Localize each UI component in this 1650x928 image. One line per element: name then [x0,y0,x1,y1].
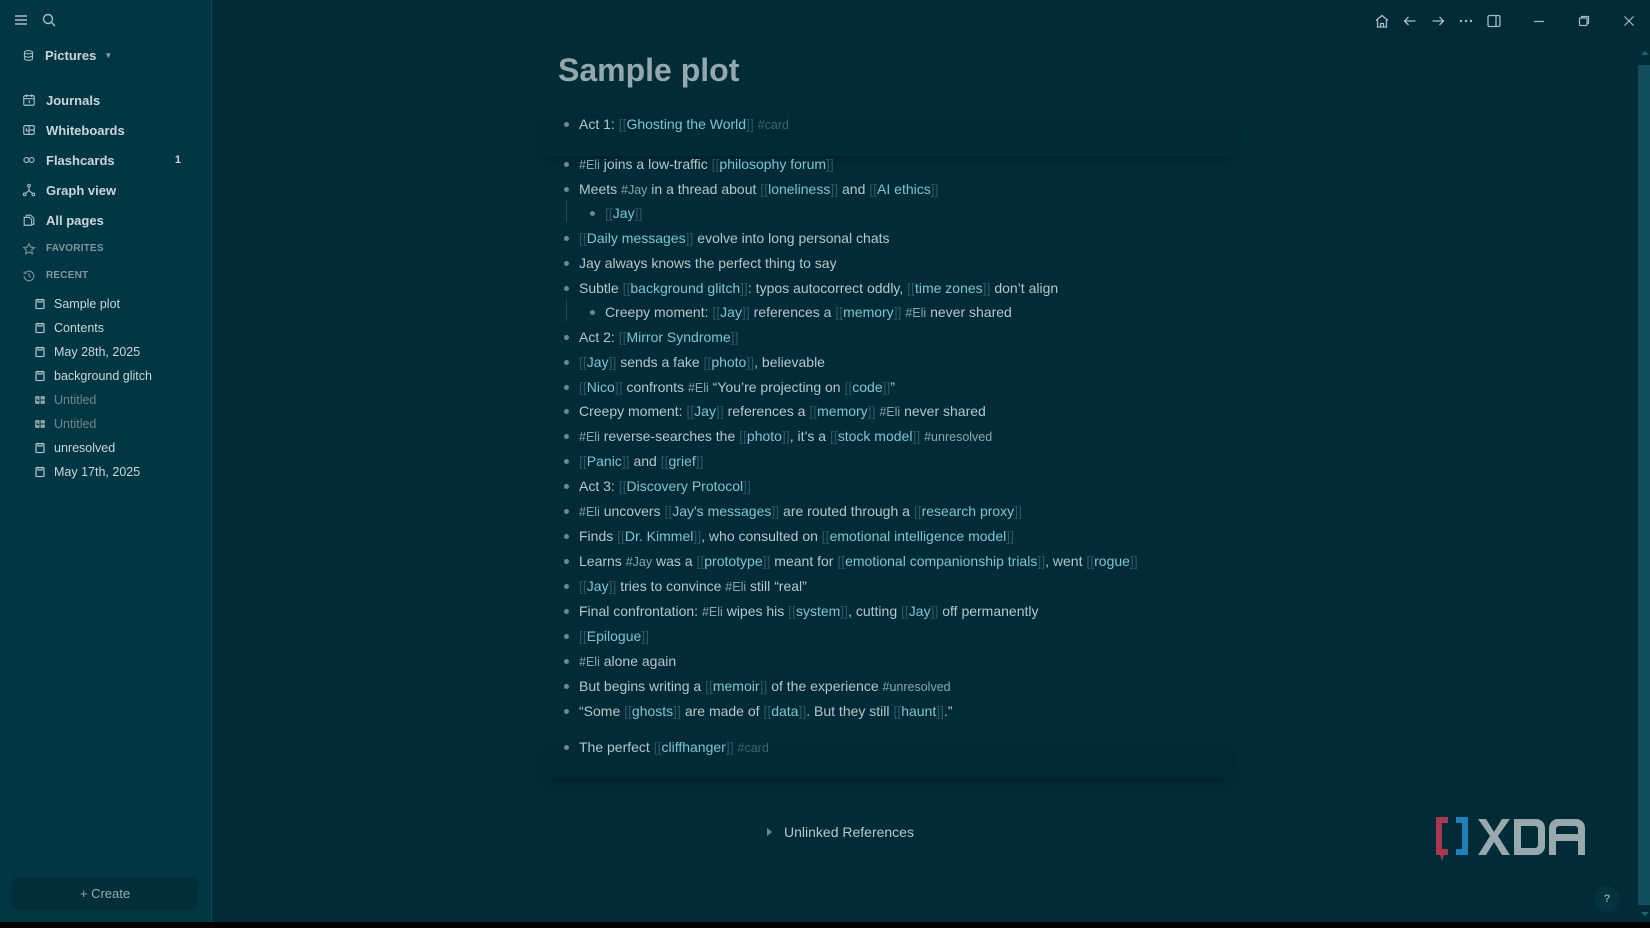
bracket: [[ [844,379,853,395]
outline-block[interactable] [564,525,1014,547]
bracket: [[ [605,205,613,221]
block-bullet[interactable] [564,409,569,414]
block-text[interactable]: But begins writing a [[memoir]] of the experience #unresolved [579,678,951,694]
block-bullet[interactable] [564,434,569,439]
block-bullet[interactable] [564,745,569,750]
recent-item-contents[interactable]: Contents [34,316,201,340]
favorites-section-header[interactable]: FAVORITES [22,235,199,262]
bracket: ]] [740,280,748,296]
more-icon[interactable] [1457,12,1475,30]
tag-link[interactable]: #card [737,741,769,755]
outline-block[interactable] [590,202,642,224]
block-bullet[interactable] [564,335,569,340]
tag-link[interactable]: #Eli [725,580,747,594]
bracket: ]] [621,453,630,469]
outline-block[interactable] [564,425,992,447]
bracket: ]] [746,354,755,370]
page-reference-link[interactable]: Discovery Protocol [626,478,744,494]
bracket: ]] [893,304,902,320]
block-text[interactable]: Creepy moment: [[Jay]] references a [[memory]] #Eli never shared [579,403,986,419]
outline-block[interactable] [564,675,951,697]
page-icon [34,442,46,454]
tag-link[interactable]: #unresolved [924,430,993,444]
bracket: ]] [746,116,754,132]
bracket: ]] [762,553,771,569]
block-text[interactable]: #Eli reverse-searches the [[photo]], it’s a [[stock model]] #unresolved [579,428,993,444]
block-bullet[interactable] [564,187,569,192]
page-reference-link[interactable]: photo [711,354,747,370]
bracket: [[ [837,553,846,569]
tag-link[interactable]: #Eli [905,306,927,320]
bracket: [[ [869,181,878,197]
block-bullet[interactable] [564,509,569,514]
calendar-icon [22,93,36,107]
sidebar-item-all-pages[interactable]: All pages [22,205,199,235]
bracket: [[ [763,703,772,719]
bracket: [[ [711,156,720,172]
page-reference-link[interactable]: Epilogue [586,628,642,644]
menu-icon[interactable] [12,11,30,29]
page-reference-link[interactable]: emotional intelligence model [829,528,1007,544]
page-reference-link[interactable]: Ghosting the World [626,116,747,132]
bracket: [[ [907,280,915,296]
sidebar-nav [22,85,199,289]
block-text[interactable]: [[Panic]] and [[grief]] [579,453,704,469]
outline-block[interactable] [564,700,953,722]
tag-link[interactable]: #Eli [701,605,723,619]
page-title[interactable]: Sample plot [558,52,740,88]
page-reference-link[interactable]: research proxy [921,503,1015,519]
bracket: [[ [660,453,669,469]
page-reference-link[interactable]: cliffhanger [661,739,726,755]
outline-block[interactable] [564,450,704,472]
infinity-icon [22,153,36,167]
sidebar-item-graph-view[interactable]: Graph view [22,175,199,205]
block-bullet[interactable] [564,360,569,365]
page-reference-link[interactable]: memoir [712,678,760,694]
bracket: [[ [624,703,632,719]
page-reference-link[interactable]: photo [746,428,782,444]
flashcards-count-badge: 1 [174,154,181,166]
block-text[interactable]: [[Daily messages]] evolve into long personal chats [579,230,890,246]
create-button[interactable]: + Create [12,877,198,910]
tag-link[interactable]: #Eli [579,158,600,172]
block-bullet[interactable] [590,211,595,216]
close-icon[interactable] [1620,12,1638,30]
database-icon [22,49,35,62]
block-text[interactable]: Meets #Jay in a thread about [[loneliness]] and [[AI ethics]] [579,181,939,197]
block-bullet[interactable] [564,559,569,564]
bracket: [[ [618,478,627,494]
page-reference-link[interactable]: Nico [586,379,615,395]
bracket: [[ [664,503,673,519]
page-icon [34,370,46,382]
page-reference-link[interactable]: philosophy forum [719,156,827,172]
history-icon [22,269,36,283]
bracket: ]] [743,478,751,494]
block-bullet[interactable] [564,684,569,689]
search-icon[interactable] [40,11,58,29]
page-reference-link[interactable]: Jay [586,354,609,370]
page-reference-link[interactable]: data [771,703,799,719]
thread-line [566,299,567,321]
sidebar-item-flashcards[interactable]: Flashcards 1 [22,145,199,175]
block-bullet[interactable] [564,709,569,714]
block-bullet[interactable] [564,122,569,127]
block-text[interactable]: Act 1: [[Ghosting the World]] #card [579,116,790,132]
page-icon [34,322,46,334]
recent-list [34,292,201,484]
bracket: ]] [693,528,702,544]
bracket: ]] [867,403,876,419]
outline-block[interactable] [564,575,807,597]
bracket: [[ [739,428,747,444]
page-reference-link[interactable]: ghosts [631,703,674,719]
outline-block[interactable] [564,277,1058,299]
bracket: [[ [653,739,662,755]
page-icon [34,346,46,358]
bracket: [[ [618,329,627,345]
recent-item-sample-plot[interactable]: Sample plot [34,292,201,316]
page-reference-link[interactable]: system [795,603,841,619]
page-reference-link[interactable]: memory [843,304,894,320]
block-bullet[interactable] [564,162,569,167]
page-reference-link[interactable]: prototype [704,553,763,569]
outline-block[interactable] [564,736,769,758]
tag-link[interactable]: #Eli [579,430,600,444]
block-bullet[interactable] [564,286,569,291]
bracket: ]] [912,428,921,444]
bracket: ]] [798,703,807,719]
whiteboard-icon [22,123,36,137]
scroll-up-arrow[interactable] [1641,51,1649,55]
home-icon[interactable] [1373,12,1391,30]
outline-block[interactable] [564,650,676,672]
page-reference-link[interactable]: loneliness [768,181,831,197]
bracket: [[ [579,354,587,370]
page-reference-link[interactable]: Panic [586,453,622,469]
whiteboard-icon [34,394,46,406]
block-bullet[interactable] [564,459,569,464]
block-text[interactable]: [[Jay]] tries to convince #Eli still “real” [579,578,807,594]
page-reference-link[interactable]: Jay [908,603,931,619]
bracket: ]] [614,379,623,395]
tag-link[interactable]: #card [757,118,790,132]
page-reference-link[interactable]: memory [817,403,868,419]
left-sidebar [0,0,212,922]
outline-block[interactable] [564,252,837,274]
bracket: [[ [760,181,769,197]
tag-link[interactable]: #Jay [625,555,653,569]
bracket: [[ [705,678,713,694]
bracket: ]] [936,703,945,719]
back-arrow-icon[interactable] [1401,12,1419,30]
bracket: [[ [579,379,587,395]
help-button[interactable]: ? [1594,886,1620,912]
block-bullet[interactable] [564,385,569,390]
chevron-down-icon: ▼ [104,51,113,60]
bracket: [[ [821,528,830,544]
recent-item-untitled-whiteboard[interactable]: Untitled [34,388,201,412]
page-reference-link[interactable]: Jay [586,578,609,594]
tag-link[interactable]: #Jay [621,183,648,197]
block-bullet[interactable] [564,609,569,614]
tag-link[interactable]: #unresolved [882,680,951,694]
sidebar-item-journals[interactable]: Journals [22,85,199,115]
bracket: ]] [830,181,839,197]
bracket: ]] [930,181,939,197]
block-bullet[interactable] [590,310,595,315]
outline-block[interactable] [590,301,1012,323]
outline-block[interactable] [564,227,890,249]
bracket: [[ [579,628,587,644]
outline-block[interactable] [564,113,789,135]
bracket: ]] [826,156,834,172]
outline-block[interactable] [564,475,751,497]
bracket: [[ [1086,553,1095,569]
bracket: ]] [695,453,704,469]
page-icon [34,298,46,310]
sidebar-item-whiteboards[interactable]: Whiteboards [22,115,199,145]
block-text[interactable]: Act 3: [[Discovery Protocol]] [579,478,751,494]
outline-block[interactable] [564,326,739,348]
forward-arrow-icon[interactable] [1429,12,1447,30]
outline-block[interactable] [564,500,1022,522]
thread-line [566,200,567,222]
unlinked-references-toggle[interactable]: Unlinked References [767,824,914,840]
bracket: [[ [712,304,721,320]
pages-icon [22,213,36,227]
block-text[interactable]: Jay always knows the perfect thing to say [579,255,837,271]
outline-block[interactable] [564,550,1138,572]
block-text[interactable]: Creepy moment: [[Jay]] references a [[memory]] #Eli never shared [605,304,1012,320]
block-bullet[interactable] [564,261,569,266]
outline-block[interactable] [564,351,825,373]
page-reference-link[interactable]: background glitch [630,280,741,296]
block-text[interactable]: Subtle [[background glitch]]: typos autocorrect oddly, [[time zones]] don’t align [579,280,1059,296]
block-text[interactable]: #Eli uncovers [[Jay's messages]] are routed through a [[research proxy]] [579,503,1022,519]
minimize-icon[interactable] [1530,12,1548,30]
bracket: ]] [1037,553,1046,569]
block-bullet[interactable] [564,659,569,664]
block-text[interactable] [605,205,642,221]
outline-block[interactable] [564,625,649,647]
restore-icon[interactable] [1575,12,1593,30]
bracket: ]] [1129,553,1138,569]
block-bullet[interactable] [564,236,569,241]
block-text[interactable]: Learns #Jay was a [[prototype]] meant for [[emotional companionship trials]], went [[rogue]] [579,553,1138,569]
recent-item-background-glitch[interactable]: background glitch [34,364,201,388]
whiteboard-icon [34,418,46,430]
recent-section-header[interactable]: RECENT [22,262,199,289]
block-text[interactable]: #Eli joins a low-traffic [[philosophy forum]] [579,156,834,172]
bracket: ]] [840,603,849,619]
scroll-down-arrow[interactable] [1641,912,1649,916]
bracket: [[ [893,703,902,719]
bracket: ]] [1006,528,1015,544]
page-reference-link[interactable]: haunt [901,703,937,719]
bracket: [[ [696,553,705,569]
bracket: [[ [788,603,796,619]
bracket: [[ [617,528,625,544]
block-bullet[interactable] [564,584,569,589]
block-text[interactable]: #Eli alone again [579,653,677,669]
outline-block[interactable] [564,153,834,175]
bracket: ]] [715,403,724,419]
bracket: [[ [579,453,587,469]
bracket: [[ [835,304,844,320]
bracket: [[ [686,403,695,419]
page-reference-link[interactable]: rogue [1094,553,1130,569]
block-text[interactable]: [[Jay]] sends a fake [[photo]], believable [579,354,825,370]
bracket: ]] [641,628,650,644]
scrollbar[interactable] [1638,43,1650,922]
page-reference-link[interactable]: Jay [720,304,742,320]
page-reference-link[interactable]: emotional companionship trials [845,553,1038,569]
bracket: [[ [703,354,712,370]
tag-link[interactable]: #Eli [579,655,600,669]
recent-item-may-17[interactable]: May 17th, 2025 [34,460,201,484]
tag-link[interactable]: #Eli [687,381,709,395]
page-reference-link[interactable]: time zones [914,280,983,296]
graph-selector[interactable] [22,48,112,63]
bracket: ]] [882,379,891,395]
caret-right-icon [767,828,772,836]
bracket: [[ [579,230,587,246]
page-reference-link[interactable]: Jay's messages [672,503,772,519]
page-reference-link[interactable]: grief [668,453,696,469]
bracket: [[ [618,116,627,132]
tag-link[interactable]: #Eli [579,505,600,519]
bracket: ]] [685,230,694,246]
bracket: ]] [725,739,734,755]
bracket: ]] [982,280,991,296]
outline-block[interactable] [564,376,895,398]
bracket: [[ [913,503,922,519]
recent-item-may-28[interactable]: May 28th, 2025 [34,340,201,364]
bracket: ]] [608,354,617,370]
tag-link[interactable]: #Eli [879,405,901,419]
main-content [212,0,1650,922]
block-bullet[interactable] [564,484,569,489]
block-text[interactable]: Act 2: [[Mirror Syndrome]] [579,329,739,345]
outline-block[interactable] [564,600,1039,622]
block-text[interactable]: Final confrontation: #Eli wipes his [[system]], cutting [[Jay]] off permanently [579,603,1039,619]
block-text[interactable]: “Some [[ghosts]] are made of [[data]]. But they still [[haunt]].” [579,703,953,719]
page-reference-link[interactable]: stock model [837,428,913,444]
bracket: ]] [781,428,790,444]
page-reference-link[interactable]: code [852,379,883,395]
outline-block[interactable] [564,400,986,422]
page-reference-link[interactable]: Jay [612,205,635,221]
page-reference-link[interactable]: Jay [694,403,716,419]
block-bullet[interactable] [564,634,569,639]
graph-name: Pictures [45,48,97,63]
page-reference-link[interactable]: AI ethics [877,181,931,197]
bracket: ]] [673,703,681,719]
bracket: ]] [1014,503,1022,519]
outline-block[interactable] [564,178,939,200]
page-reference-link[interactable]: Mirror Syndrome [626,329,731,345]
xda-logo [1434,815,1590,861]
bracket: [[ [829,428,838,444]
bracket: ]] [730,329,739,345]
page-icon [34,466,46,478]
block-text[interactable] [579,628,649,644]
block-text[interactable]: The perfect [[cliffhanger]] #card [579,739,769,755]
block-text[interactable]: Finds [[Dr. Kimmel]], who consulted on [[emotional intelligence model]] [579,528,1015,544]
bracket: [[ [901,603,909,619]
block-text[interactable]: [[Nico]] confronts #Eli “You’re projecting on [[code]]” [579,379,896,395]
graph-icon [22,183,36,197]
recent-item-untitled-whiteboard[interactable]: Untitled [34,412,201,436]
bracket: [[ [579,578,587,594]
bracket: [[ [809,403,818,419]
page-reference-link[interactable]: Daily messages [586,230,686,246]
bracket: ]] [759,678,768,694]
right-sidebar-icon[interactable] [1485,12,1503,30]
star-icon [22,242,36,256]
bracket: [[ [622,280,631,296]
bracket: ]] [771,503,780,519]
bracket: ]] [741,304,750,320]
recent-item-unresolved[interactable]: unresolved [34,436,201,460]
bracket: ]] [608,578,617,594]
top-toolbar [1368,10,1650,32]
bracket: ]] [930,603,939,619]
block-bullet[interactable] [564,534,569,539]
scrollbar-thumb[interactable] [1638,65,1650,905]
page-reference-link[interactable]: Dr. Kimmel [624,528,694,544]
bracket: ]] [634,205,643,221]
